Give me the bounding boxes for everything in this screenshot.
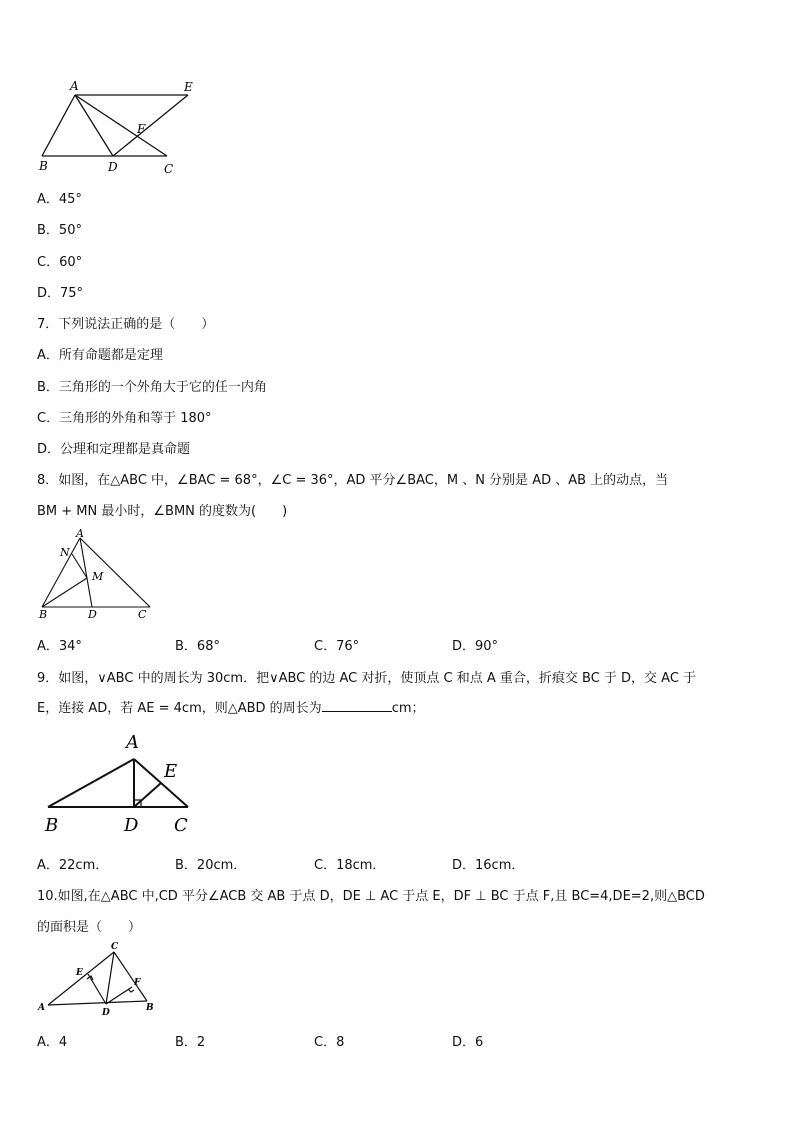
q10-option-c: C．8 [314,1035,345,1050]
q9-stem-line2 [37,697,425,716]
q10-label-e: E [76,968,83,978]
q9-stem-line1: 9．如图，∨ABC 中的周长为 30cm．把∨ABC 的边 AC 对折，使顶点 C 和点 A 重合，折痕交 BC 于 D，交 AC 于 [37,671,697,686]
q9-label-a: A [126,732,139,753]
q9-stem-line2-a: E，连接 AD，若 AE = 4cm，则△ABD 的周长为 [37,701,322,716]
q8-label-m: M [92,570,104,583]
q9-label-d: D [124,815,139,836]
q9-answer-blank [322,699,392,712]
q10-figure [32,938,162,1018]
q8-figure [32,528,162,624]
q9-stem-line2-b: cm； [391,701,425,716]
q10-option-b: B．2 [175,1035,206,1050]
q10-option-d: D．6 [452,1035,484,1050]
q8-label-a: A [76,528,84,540]
q9-figure [38,725,198,840]
q10-label-d: D [102,1008,110,1018]
q6-label-a: A [70,79,79,93]
q9-option-b: B．20cm． [175,858,247,873]
q9-label-c: C [174,815,188,836]
q6-label-e: E [184,80,193,94]
q8-option-d: D．90° [452,639,499,654]
q7-option-c: C．三角形的外角和等于 180° [37,411,212,426]
q8-label-d: D [88,608,97,621]
q10-label-a: A [38,1003,45,1013]
q9-option-c: C．18cm． [314,858,386,873]
q8-label-n: N [60,546,70,559]
q8-option-a: A．34° [37,639,82,654]
q6-option-b: B．50° [37,223,82,238]
q10-option-a: A．4 [37,1035,68,1050]
q6-label-c: C [164,162,174,176]
q8-label-c: C [138,608,147,621]
q9-option-d: D．16cm． [452,858,525,873]
q7-option-a: A．所有命题都是定理 [37,348,163,363]
q10-label-c: C [111,942,119,952]
q10-label-b: B [146,1003,154,1013]
q6-label-d: D [108,160,118,174]
q6-figure [30,76,210,176]
q6-option-a: A．45° [37,192,82,207]
q10-stem-line1: 10.如图,在△ABC 中,CD 平分∠ACB 交 AB 于点 D，DE ⊥ AC 于点 E，DF ⊥ BC 于点 F,且 BC=4,DE=2,则△BCD [37,889,705,904]
q7-option-b: B．三角形的一个外角大于它的任一内角 [37,380,267,395]
q6-option-d: D．75° [37,286,84,301]
q6-option-c: C．60° [37,255,83,270]
q8-option-b: B．68° [175,639,220,654]
q8-option-c: C．76° [314,639,360,654]
q7-stem: 7．下列说法正确的是（ ） [37,317,215,332]
q7-option-d: D．公理和定理都是真命题 [37,442,191,457]
q10-stem-line2: 的面积是（ ） [37,920,142,935]
q9-option-a: A．22cm． [37,858,109,873]
q10-label-f: F [134,978,141,988]
q8-stem-line2: BM + MN 最小时，∠BMN 的度数为( ) [37,504,288,519]
q6-label-b: B [39,159,48,173]
q9-label-e: E [164,761,178,782]
q8-label-b: B [39,608,48,621]
q6-label-f: F [137,122,146,136]
q8-stem-line1: 8．如图，在△ABC 中，∠BAC = 68°，∠C = 36°，AD 平分∠BAC，M 、N 分别是 AD 、AB 上的动点，当 [37,473,669,488]
q9-label-b: B [45,815,59,836]
